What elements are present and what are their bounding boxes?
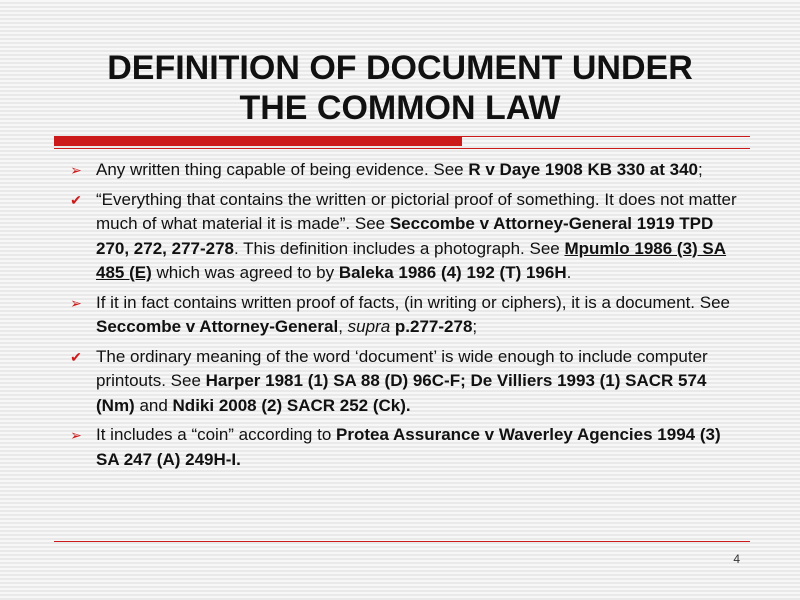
slide-title-line-1: DEFINITION OF DOCUMENT UNDER [107, 49, 693, 87]
footer-divider [54, 541, 750, 542]
checkmark-bullet-icon: ✔ [70, 191, 82, 208]
page-number: 4 [733, 552, 740, 566]
bullet-text: and [134, 395, 173, 415]
bullet-item [68, 188, 748, 286]
arrow-bullet-icon: ➢ [70, 294, 82, 311]
bullet-text: ; [472, 317, 478, 336]
slide-title-line-2: THE COMMON LAW [239, 89, 561, 127]
citation-text: Protea Assurance v Waverley Agencies 1994 (3) SA 247 (A) 249H-I. [96, 425, 721, 469]
citation-text: Mpumlo 1986 (3) SA 485 (E) [96, 238, 727, 282]
bullet-text: “Everything that contains the written or pictorial proof of something. It does not matter much of what material it is made”. See [96, 189, 737, 233]
citation-text: Harper 1981 (1) SA 88 (D) 96C-F; De Villiers 1993 (1) SACR 574 (Nm) [96, 371, 707, 415]
bullet-item [68, 291, 748, 340]
bullet-text: , [338, 317, 348, 336]
title-divider-thick [54, 136, 462, 146]
bullet-list [68, 158, 748, 477]
bullet-item [68, 345, 748, 419]
bullet-item [68, 423, 748, 472]
bullet-text: supra [347, 317, 391, 336]
bullet-text: It includes a “coin” according to [96, 425, 337, 444]
title-divider-underline [54, 148, 750, 149]
slide-title [40, 48, 760, 128]
bullet-text: If it in fact contains written proof of facts, (in writing or ciphers), it is a document. See [96, 292, 730, 312]
citation-text: Ndiki 2008 (2) SACR 252 (Ck). [172, 395, 411, 415]
citation-text: R v Daye 1908 KB 330 at 340 [468, 160, 699, 179]
bullet-item [68, 158, 748, 183]
checkmark-bullet-icon: ✔ [70, 348, 82, 365]
title-divider-thin [462, 136, 750, 137]
bullet-text: ; [698, 160, 703, 179]
bullet-text: which was agreed to by [151, 263, 339, 282]
bullet-text: . [566, 263, 572, 282]
arrow-bullet-icon: ➢ [70, 427, 82, 443]
citation-text: p.277-278 [394, 317, 473, 336]
citation-text: Seccombe v Attorney-General 1919 TPD 270, 272, 277-278 [96, 214, 714, 258]
title-divider [54, 136, 750, 146]
bullet-text: Any written thing capable of being evidence. See [96, 160, 469, 179]
citation-text: Baleka 1986 (4) 192 (T) 196H [338, 263, 567, 282]
citation-text: Seccombe v Attorney-General [96, 317, 339, 336]
bullet-text: . This definition includes a photograph. See [234, 238, 565, 258]
arrow-bullet-icon: ➢ [70, 162, 82, 178]
bullet-text: The ordinary meaning of the word ‘document’ is wide enough to include computer printouts. See [96, 346, 708, 390]
